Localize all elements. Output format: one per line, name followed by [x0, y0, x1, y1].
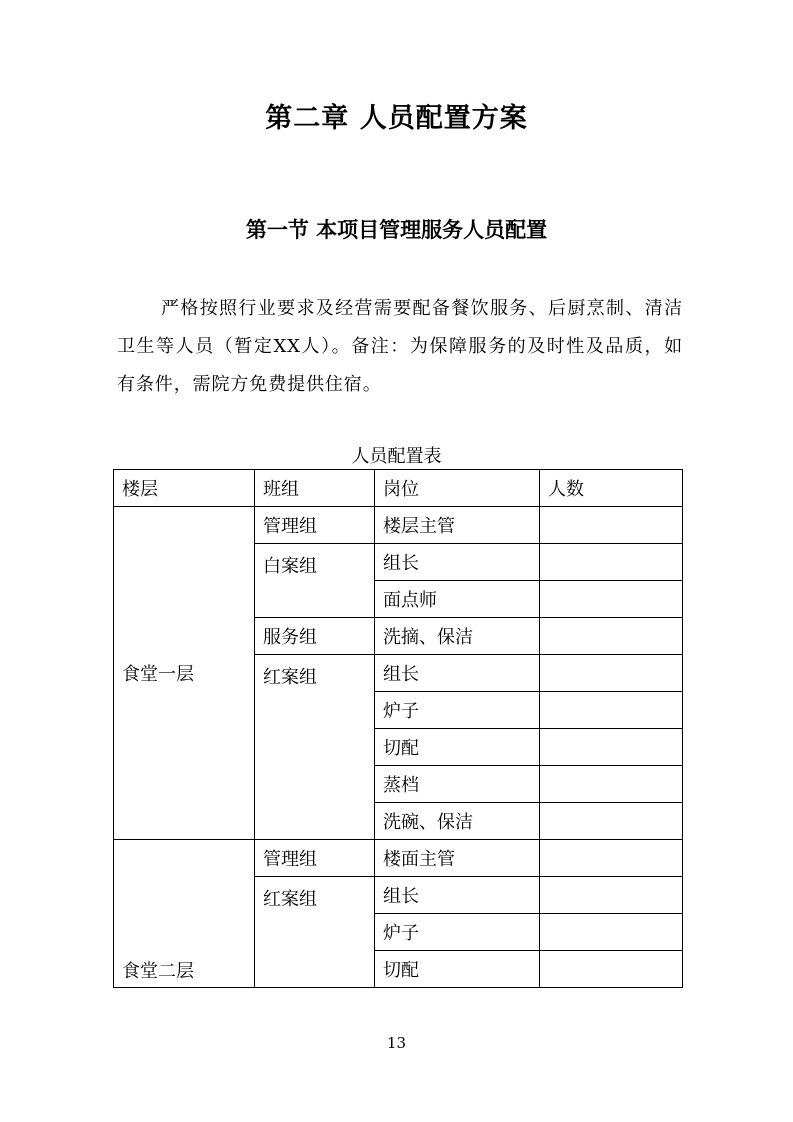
- count-cell: [540, 840, 683, 877]
- count-cell: [540, 914, 683, 951]
- group-cell: 红案组: [255, 877, 375, 988]
- position-cell: 组长: [375, 655, 540, 692]
- count-cell: [540, 766, 683, 803]
- position-cell: 组长: [375, 544, 540, 581]
- position-cell: 切配: [375, 951, 540, 988]
- table-header-row: [114, 470, 683, 507]
- page-number: 13: [386, 1034, 407, 1052]
- position-cell: 楼面主管: [375, 840, 540, 877]
- table-row: [114, 840, 683, 877]
- table-row: [114, 507, 683, 544]
- chapter-title: 第二章 人员配置方案: [265, 103, 528, 134]
- floor-cell: 食堂二层: [114, 840, 255, 988]
- count-cell: [540, 618, 683, 655]
- count-cell: [540, 544, 683, 581]
- floor-cell: 食堂一层: [114, 507, 255, 840]
- staff-allocation-table: [113, 469, 683, 988]
- body-paragraph: 严格按照行业要求及经营需要配备餐饮服务、后厨烹制、清洁卫生等人员（暂定XX人）。备注：为保障服务的及时性及品质，如有条件，需院方免费提供住宿。: [117, 298, 683, 395]
- group-cell: 管理组: [255, 840, 375, 877]
- position-cell: 洗摘、保洁: [375, 618, 540, 655]
- position-cell: 组长: [375, 877, 540, 914]
- position-cell: 楼层主管: [375, 507, 540, 544]
- group-cell: 红案组: [255, 655, 375, 840]
- group-cell: 服务组: [255, 618, 375, 655]
- position-cell: 切配: [375, 729, 540, 766]
- section-title: 第一节 本项目管理服务人员配置: [245, 218, 548, 242]
- table-caption: 人员配置表: [351, 446, 442, 467]
- position-cell: 炉子: [375, 692, 540, 729]
- header-position: 岗位: [375, 470, 540, 507]
- count-cell: [540, 655, 683, 692]
- header-count: 人数: [540, 470, 683, 507]
- count-cell: [540, 803, 683, 840]
- count-cell: [540, 692, 683, 729]
- position-cell: 面点师: [375, 581, 540, 618]
- header-floor: 楼层: [114, 470, 255, 507]
- count-cell: [540, 581, 683, 618]
- group-cell: 白案组: [255, 544, 375, 618]
- group-cell: 管理组: [255, 507, 375, 544]
- count-cell: [540, 729, 683, 766]
- count-cell: [540, 507, 683, 544]
- count-cell: [540, 951, 683, 988]
- position-cell: 蒸档: [375, 766, 540, 803]
- position-cell: 洗碗、保洁: [375, 803, 540, 840]
- position-cell: 炉子: [375, 914, 540, 951]
- count-cell: [540, 877, 683, 914]
- header-group: 班组: [255, 470, 375, 507]
